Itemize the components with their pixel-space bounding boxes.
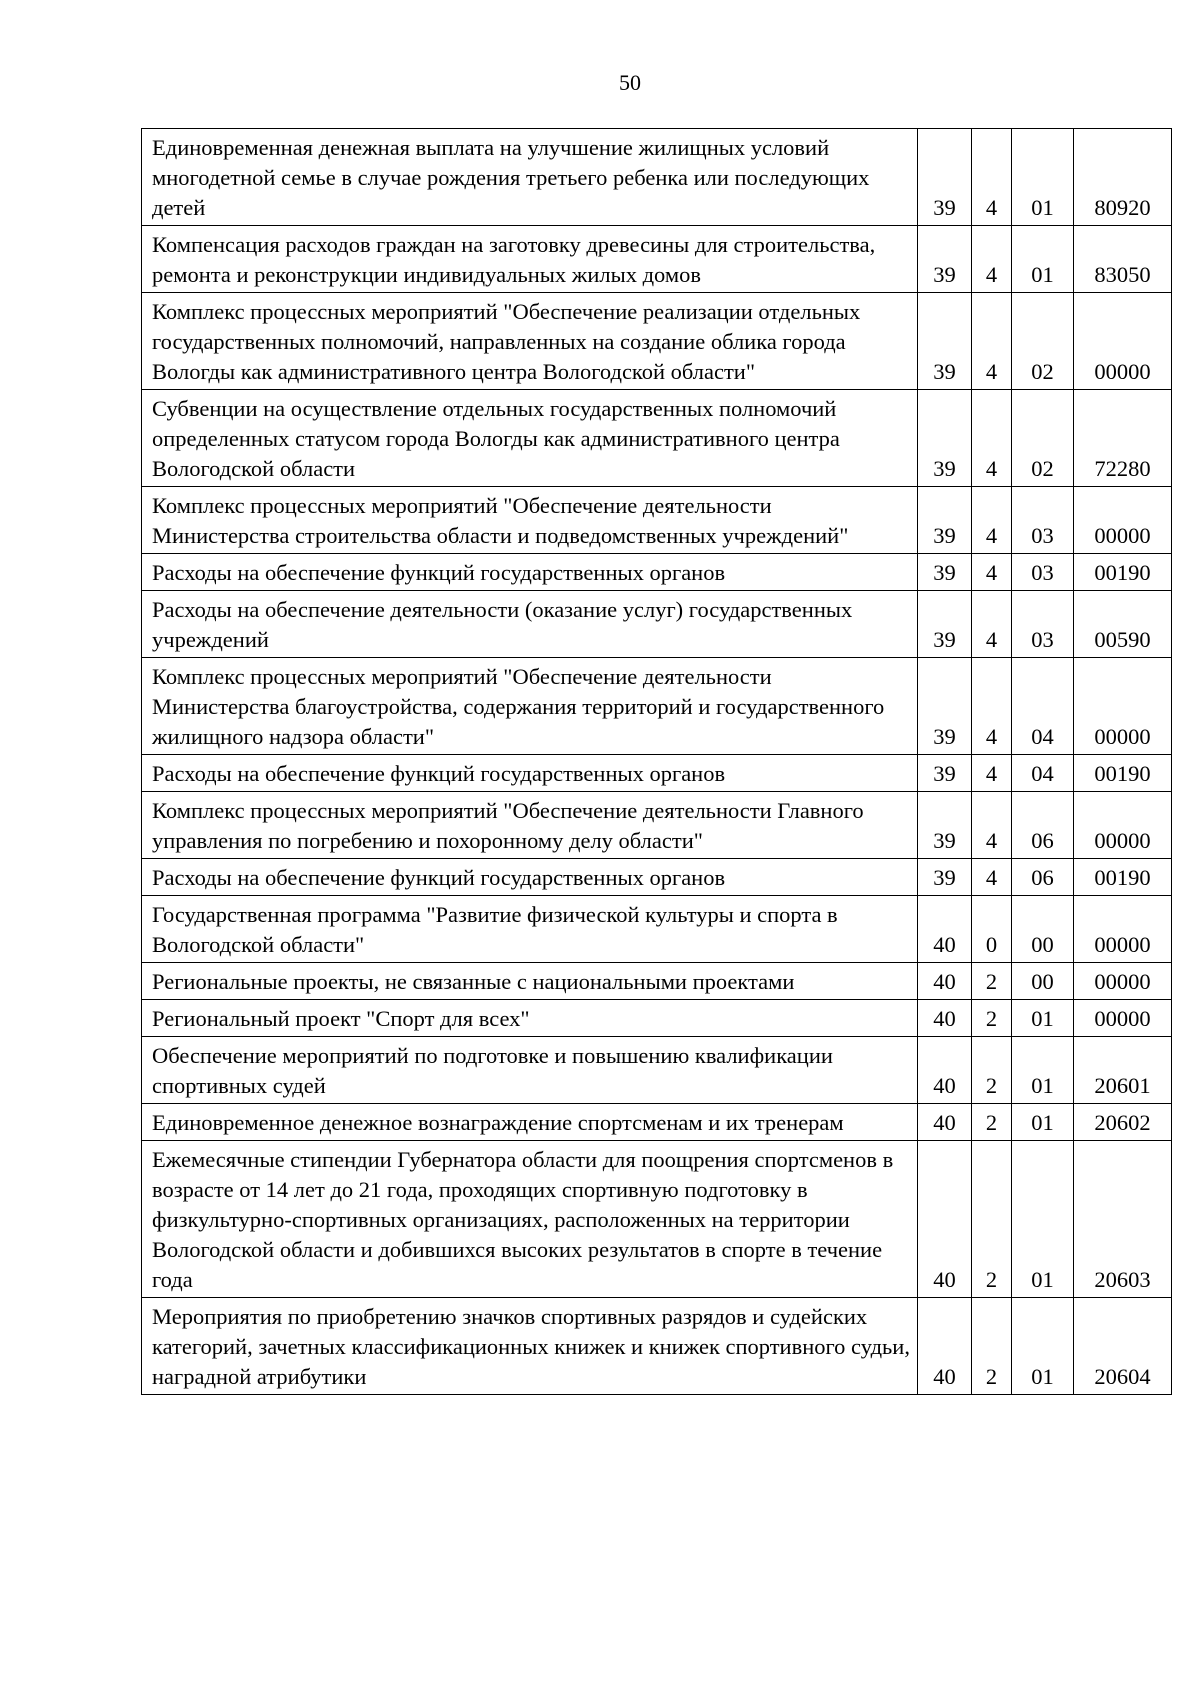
code-cell-2: 4 <box>972 554 1012 591</box>
row-name-cell: Комплекс процессных мероприятий "Обеспечение деятельности Министерства строительства области и подведомственных учреждений" <box>142 487 918 554</box>
row-name-cell: Расходы на обеспечение деятельности (оказание услуг) государственных учреждений <box>142 591 918 658</box>
code-cell-3: 01 <box>1012 1141 1074 1298</box>
code-cell-4: 00590 <box>1074 591 1172 658</box>
code-cell-4: 00000 <box>1074 792 1172 859</box>
table-row <box>142 591 1172 658</box>
code-cell-1: 39 <box>918 293 972 390</box>
row-name-cell: Комплекс процессных мероприятий "Обеспечение реализации отдельных государственных полномочий, направленных на создание облика города Вологды как административного центра Вологодской области" <box>142 293 918 390</box>
code-cell-3: 01 <box>1012 1000 1074 1037</box>
code-cell-2: 4 <box>972 792 1012 859</box>
code-cell-4: 20603 <box>1074 1141 1172 1298</box>
code-cell-2: 4 <box>972 591 1012 658</box>
code-cell-4: 80920 <box>1074 129 1172 226</box>
code-cell-4: 72280 <box>1074 390 1172 487</box>
row-name-cell: Мероприятия по приобретению значков спортивных разрядов и судейских категорий, зачетных классификационных книжек и книжек спортивного судьи, наградной атрибутики <box>142 1298 918 1395</box>
row-name-cell: Комплекс процессных мероприятий "Обеспечение деятельности Главного управления по погребению и похоронному делу области" <box>142 792 918 859</box>
code-cell-4: 00190 <box>1074 554 1172 591</box>
code-cell-3: 00 <box>1012 896 1074 963</box>
table-row <box>142 963 1172 1000</box>
table-row <box>142 226 1172 293</box>
row-name-cell: Ежемесячные стипендии Губернатора области для поощрения спортсменов в возрасте от 14 лет до 21 года, проходящих спортивную подготовку в физкультурно-спортивных организациях, расположенных на территории Вологодской области и добившихся высоких результатов в спорте в течение года <box>142 1141 918 1298</box>
code-cell-3: 01 <box>1012 1104 1074 1141</box>
code-cell-1: 40 <box>918 896 972 963</box>
table-row <box>142 390 1172 487</box>
code-cell-1: 39 <box>918 554 972 591</box>
code-cell-1: 39 <box>918 859 972 896</box>
table-row <box>142 792 1172 859</box>
code-cell-2: 0 <box>972 896 1012 963</box>
code-cell-2: 2 <box>972 1037 1012 1104</box>
code-cell-4: 20602 <box>1074 1104 1172 1141</box>
table-row <box>142 129 1172 226</box>
code-cell-2: 2 <box>972 1000 1012 1037</box>
page-number: 50 <box>619 70 641 95</box>
code-cell-3: 06 <box>1012 859 1074 896</box>
code-cell-4: 00000 <box>1074 1000 1172 1037</box>
code-cell-4: 00000 <box>1074 487 1172 554</box>
table-row <box>142 1037 1172 1104</box>
row-name-cell: Компенсация расходов граждан на заготовку древесины для строительства, ремонта и реконструкции индивидуальных жилых домов <box>142 226 918 293</box>
code-cell-3: 01 <box>1012 1037 1074 1104</box>
row-name-cell: Расходы на обеспечение функций государственных органов <box>142 755 918 792</box>
code-cell-1: 39 <box>918 792 972 859</box>
table-row <box>142 1298 1172 1395</box>
code-cell-4: 20604 <box>1074 1298 1172 1395</box>
code-cell-2: 2 <box>972 1141 1012 1298</box>
table-row <box>142 658 1172 755</box>
row-name-cell: Государственная программа "Развитие физической культуры и спорта в Вологодской области" <box>142 896 918 963</box>
code-cell-3: 00 <box>1012 963 1074 1000</box>
code-cell-1: 40 <box>918 1104 972 1141</box>
code-cell-3: 03 <box>1012 487 1074 554</box>
table-row <box>142 859 1172 896</box>
code-cell-2: 4 <box>972 226 1012 293</box>
code-cell-3: 03 <box>1012 554 1074 591</box>
code-cell-2: 4 <box>972 293 1012 390</box>
budget-classification-table <box>141 128 1172 1395</box>
code-cell-2: 2 <box>972 1298 1012 1395</box>
code-cell-4: 00190 <box>1074 859 1172 896</box>
code-cell-3: 01 <box>1012 129 1074 226</box>
code-cell-2: 4 <box>972 859 1012 896</box>
row-name-cell: Расходы на обеспечение функций государственных органов <box>142 554 918 591</box>
code-cell-1: 39 <box>918 129 972 226</box>
code-cell-4: 00000 <box>1074 963 1172 1000</box>
code-cell-1: 39 <box>918 390 972 487</box>
code-cell-1: 39 <box>918 487 972 554</box>
code-cell-3: 06 <box>1012 792 1074 859</box>
code-cell-2: 4 <box>972 658 1012 755</box>
code-cell-3: 01 <box>1012 1298 1074 1395</box>
table-row <box>142 1000 1172 1037</box>
code-cell-3: 01 <box>1012 226 1074 293</box>
code-cell-4: 00000 <box>1074 293 1172 390</box>
code-cell-2: 2 <box>972 963 1012 1000</box>
table-body <box>142 129 1172 1395</box>
row-name-cell: Региональный проект "Спорт для всех" <box>142 1000 918 1037</box>
code-cell-1: 40 <box>918 1298 972 1395</box>
code-cell-2: 4 <box>972 487 1012 554</box>
code-cell-3: 02 <box>1012 293 1074 390</box>
table-row <box>142 554 1172 591</box>
code-cell-1: 40 <box>918 963 972 1000</box>
code-cell-4: 00190 <box>1074 755 1172 792</box>
code-cell-1: 39 <box>918 591 972 658</box>
table-row <box>142 1104 1172 1141</box>
table-row <box>142 1141 1172 1298</box>
code-cell-2: 2 <box>972 1104 1012 1141</box>
code-cell-1: 39 <box>918 658 972 755</box>
code-cell-3: 04 <box>1012 658 1074 755</box>
code-cell-4: 00000 <box>1074 896 1172 963</box>
code-cell-1: 39 <box>918 226 972 293</box>
code-cell-4: 83050 <box>1074 226 1172 293</box>
code-cell-1: 39 <box>918 755 972 792</box>
code-cell-1: 40 <box>918 1141 972 1298</box>
code-cell-2: 4 <box>972 129 1012 226</box>
code-cell-4: 20601 <box>1074 1037 1172 1104</box>
row-name-cell: Единовременная денежная выплата на улучшение жилищных условий многодетной семье в случае рождения третьего ребенка или последующих детей <box>142 129 918 226</box>
code-cell-1: 40 <box>918 1000 972 1037</box>
code-cell-2: 4 <box>972 755 1012 792</box>
table-row <box>142 293 1172 390</box>
row-name-cell: Региональные проекты, не связанные с национальными проектами <box>142 963 918 1000</box>
row-name-cell: Расходы на обеспечение функций государственных органов <box>142 859 918 896</box>
row-name-cell: Обеспечение мероприятий по подготовке и повышению квалификации спортивных судей <box>142 1037 918 1104</box>
code-cell-3: 02 <box>1012 390 1074 487</box>
code-cell-3: 04 <box>1012 755 1074 792</box>
table-row <box>142 755 1172 792</box>
code-cell-4: 00000 <box>1074 658 1172 755</box>
code-cell-1: 40 <box>918 1037 972 1104</box>
row-name-cell: Субвенции на осуществление отдельных государственных полномочий определенных статусом города Вологды как административного центра Вологодской области <box>142 390 918 487</box>
table-row <box>142 487 1172 554</box>
code-cell-3: 03 <box>1012 591 1074 658</box>
code-cell-2: 4 <box>972 390 1012 487</box>
row-name-cell: Единовременное денежное вознаграждение спортсменам и их тренерам <box>142 1104 918 1141</box>
row-name-cell: Комплекс процессных мероприятий "Обеспечение деятельности Министерства благоустройства, содержания территорий и государственного жилищного надзора области" <box>142 658 918 755</box>
table-row <box>142 896 1172 963</box>
